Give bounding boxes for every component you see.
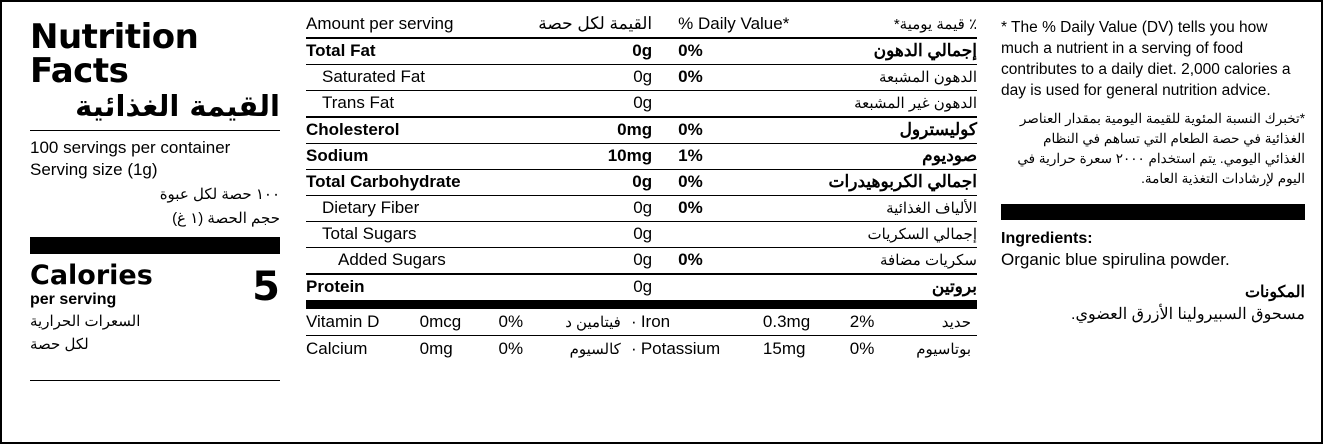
table-row: [306, 91, 977, 118]
servings-per-container: 100 servings per container: [30, 138, 231, 158]
nutrient-amount: 10mg: [501, 144, 678, 170]
nutrient-name-arabic: اجمالي الكربوهيدرات: [789, 170, 977, 196]
separator-dot-icon: ·: [627, 305, 641, 336]
mineral-daily-value: 0%: [834, 336, 891, 363]
nutrient-amount: 0g: [501, 38, 678, 65]
nutrient-daily-value: 0%: [678, 65, 789, 91]
daily-value-footnote-arabic: *تخبرك النسبة المئوية للقيمة اليومية بمقدار العناصر الغذائية في حصة الطعام التي تساهم في النظام الغذائي اليومي. يتم استخدام ٢٠٠٠ سعرة حرارية في اليوم لإرشادات التغذية العامة.: [1017, 110, 1305, 187]
nutrient-amount: 0g: [501, 91, 678, 118]
vitamin-name-arabic: فيتامين د: [540, 305, 627, 336]
table-row: [306, 144, 977, 170]
nutrient-daily-value: 0%: [678, 170, 789, 196]
mineral-daily-value: 2%: [834, 305, 891, 336]
nutrient-daily-value: 0%: [678, 38, 789, 65]
nutrient-daily-value: [678, 222, 789, 248]
nutrient-amount: 0g: [501, 248, 678, 275]
table-row: [306, 305, 977, 336]
vitamin-name-arabic: كالسيوم: [540, 336, 627, 363]
nutrient-amount: 0g: [501, 222, 678, 248]
page-title: Nutrition Facts: [30, 17, 199, 91]
nutrient-daily-value: [678, 91, 789, 118]
table-row: [306, 65, 977, 91]
table-row: [306, 117, 977, 144]
table-row: [306, 274, 977, 300]
table-row: [306, 170, 977, 196]
vitamins-table: [306, 300, 977, 362]
calories-label: Calories: [30, 260, 153, 292]
nutrient-name: Total Fat: [306, 38, 501, 65]
nutrient-name: Protein: [306, 274, 501, 300]
calories-value: 5: [252, 264, 280, 311]
nutrient-name: Saturated Fat: [306, 65, 501, 91]
nutrients-table-header: [306, 12, 977, 38]
ingredients-text: Organic blue spirulina powder.: [1001, 249, 1230, 269]
vitamin-daily-value: 0%: [482, 336, 539, 363]
nutrient-name-arabic: الألياف الغذائية: [789, 196, 977, 222]
nutrient-amount: 0g: [501, 196, 678, 222]
nutrient-daily-value: 0%: [678, 248, 789, 275]
nutrient-name-arabic: كوليسترول: [789, 117, 977, 144]
servings-per-container-arabic: ١٠٠ حصة لكل عبوة: [159, 185, 280, 203]
nutrient-daily-value: 0%: [678, 196, 789, 222]
serving-size-arabic: حجم الحصة (١ غ): [172, 210, 280, 228]
calories-label-group: [30, 262, 153, 354]
nutrient-amount: 0g: [501, 274, 678, 300]
separator-dot-icon: ·: [627, 336, 641, 363]
mineral-name: Iron: [641, 305, 753, 336]
nutrient-name-arabic: الدهون غير المشبعة: [789, 91, 977, 118]
nutrient-amount: 0g: [501, 65, 678, 91]
calories-per-serving-label: per serving: [30, 291, 117, 309]
left-panel: [16, 12, 294, 432]
nutrient-name-arabic: الدهون المشبعة: [789, 65, 977, 91]
nutrient-name: Total Carbohydrate: [306, 170, 501, 196]
ingredients-text-arabic: مسحوق السبيرولينا الأزرق العضوي.: [1071, 305, 1305, 323]
footnote-panel: [987, 12, 1307, 432]
calories-row: [30, 262, 280, 354]
mineral-name: Potassium: [641, 336, 753, 363]
nutrient-name: Total Sugars: [306, 222, 501, 248]
header-amount-per-serving-arabic: القيمة لكل حصة: [538, 14, 653, 33]
nutrient-name: Sodium: [306, 144, 501, 170]
table-row: [306, 248, 977, 275]
calories-per-serving-arabic: لكل حصة: [30, 335, 89, 353]
nutrients-panel: [294, 12, 987, 432]
header-daily-value-arabic: ٪ قيمة يومية*: [893, 16, 977, 33]
nutrient-amount: 0mg: [501, 117, 678, 144]
ingredients-label: Ingredients:: [1001, 229, 1093, 247]
header-daily-value: % Daily Value*: [678, 14, 790, 33]
nutrients-table: [306, 12, 977, 300]
nutrient-name-arabic: صوديوم: [789, 144, 977, 170]
thick-divider-right: [1001, 204, 1305, 220]
nutrients-table-body: [306, 12, 977, 300]
page-title-arabic: القيمة الغذائية: [75, 89, 280, 123]
mineral-amount: 15mg: [753, 336, 834, 363]
nutrient-name-arabic: سكريات مضافة: [789, 248, 977, 275]
daily-value-footnote: * The % Daily Value (DV) tells you how much a nutrient in a serving of food contributes to a daily diet. 2,000 calories a day is used for general nutrition advice.: [1001, 19, 1291, 99]
vitamin-daily-value: 0%: [482, 305, 539, 336]
mineral-name-arabic: حديد: [891, 305, 977, 336]
table-row: [306, 336, 977, 363]
vitamin-name: Calcium: [306, 336, 410, 363]
mineral-amount: 0.3mg: [753, 305, 834, 336]
serving-size: Serving size (1g): [30, 160, 158, 180]
header-amount-per-serving: Amount per serving: [306, 14, 454, 33]
ingredients-label-arabic: المكونات: [1244, 283, 1305, 301]
divider-bottom-left: [30, 380, 280, 381]
thick-divider-left: [30, 237, 280, 254]
nutrient-name: Cholesterol: [306, 117, 501, 144]
vitamin-name: Vitamin D: [306, 305, 410, 336]
vitamin-amount: 0mg: [410, 336, 483, 363]
table-row: [306, 196, 977, 222]
nutrient-name: Trans Fat: [306, 91, 501, 118]
calories-label-arabic: السعرات الحرارية: [30, 313, 141, 331]
mineral-name-arabic: بوتاسيوم: [891, 336, 977, 363]
vitamins-table-body: [306, 305, 977, 363]
nutrient-name-arabic: إجمالي الدهون: [789, 38, 977, 65]
nutrient-daily-value: [678, 274, 789, 300]
nutrient-daily-value: 0%: [678, 117, 789, 144]
nutrient-name-arabic: بروتين: [789, 274, 977, 300]
nutrient-daily-value: 1%: [678, 144, 789, 170]
nutrient-name: Dietary Fiber: [306, 196, 501, 222]
nutrient-amount: 0g: [501, 170, 678, 196]
table-row: [306, 38, 977, 65]
vitamin-amount: 0mcg: [410, 305, 483, 336]
table-row: [306, 222, 977, 248]
nutrient-name: Added Sugars: [306, 248, 501, 275]
divider-under-title: [30, 130, 280, 131]
nutrient-name-arabic: إجمالي السكريات: [789, 222, 977, 248]
